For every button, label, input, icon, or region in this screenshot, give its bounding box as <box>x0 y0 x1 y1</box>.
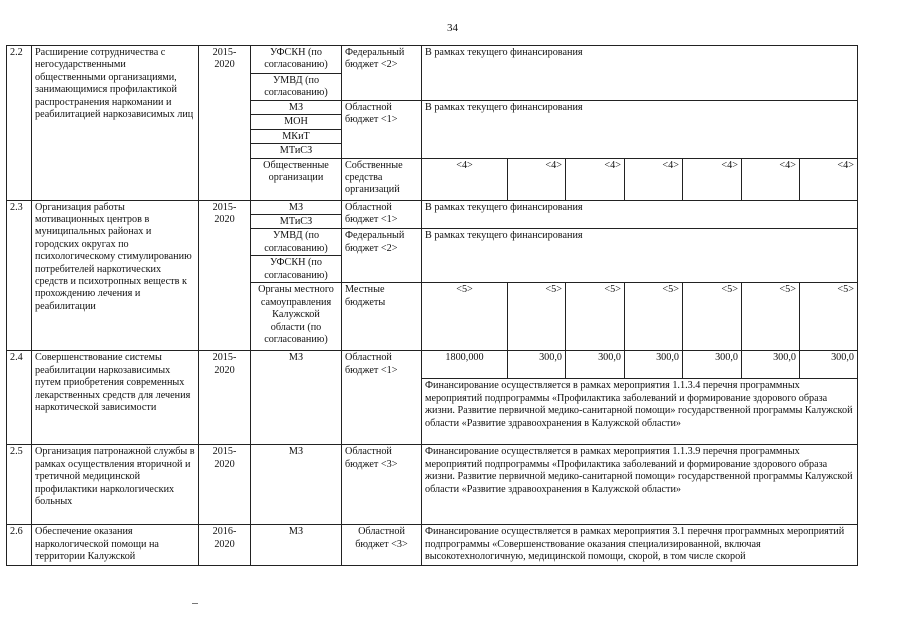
value-cell: <5> <box>742 283 800 351</box>
row-number: 2.4 <box>7 351 32 445</box>
funding-source: Областной бюджет <1> <box>342 200 422 229</box>
funding-note: В рамках текущего финансирования <box>422 46 858 101</box>
funding-source: Областной бюджет <1> <box>342 101 422 159</box>
value-cell: <4> <box>742 158 800 200</box>
funding-source: Областной бюджет <3> <box>342 445 422 525</box>
funding-source: Областной бюджет <3> <box>342 525 422 566</box>
measure-years: 2015- 2020 <box>199 351 251 445</box>
value-cell: <5> <box>683 283 742 351</box>
funding-note: Финансирование осуществляется в рамках мероприятия 3.1 перечня программных мероприятий подпрограммы «Совершенствование оказания специализированной, включая высокотехнологичную, медицинской помощи, скорой, в том числе скорой <box>422 525 858 566</box>
executor-cell: УФСКН (по согласованию) <box>251 46 342 74</box>
funding-source: Местные бюджеты <box>342 283 422 351</box>
table-row <box>7 200 858 214</box>
value-cell: <5> <box>508 283 566 351</box>
row-number: 2.3 <box>7 200 32 351</box>
measures-table <box>6 45 858 566</box>
measure-name: Совершенствование системы реабилитации наркозависимых путем приобретения современных лекарственных средств для лечения наркотической зависимости <box>32 351 199 445</box>
value-cell: <4> <box>422 158 508 200</box>
measure-name: Организация патронажной службы в рамках осуществления вторичной и третичной медицинской профилактики наркологических больных <box>32 445 199 525</box>
measure-years: 2015- 2020 <box>199 445 251 525</box>
funding-note: В рамках текущего финансирования <box>422 229 858 283</box>
value-cell: <4> <box>683 158 742 200</box>
funding-note: Финансирование осуществляется в рамках мероприятия 1.1.3.4 перечня программных мероприятий подпрограммы «Профилактика заболеваний и формирование здорового образа жизни. Развитие первичной медико-санитарной помощи» государственной программы Калужской области «Развитие здравоохранения в Калужской области» <box>422 379 858 445</box>
measure-years: 2015- 2020 <box>199 46 251 201</box>
funding-source: Федеральный бюджет <2> <box>342 46 422 101</box>
executor-cell: Общественные организации <box>251 158 342 200</box>
measure-name: Организация работы мотивационных центров в муниципальных районах и городских округах по психологическому стимулированию потребителей наркотических средств и психотропных веществ к прохождению лечения и реабилитации <box>32 200 199 351</box>
value-cell: 300,0 <box>508 351 566 379</box>
executor-cell: МЗ <box>251 445 342 525</box>
executor-cell: МОН <box>251 115 342 129</box>
funding-note: Финансирование осуществляется в рамках мероприятия 1.1.3.9 перечня программных мероприятий подпрограммы «Профилактика заболеваний и формирование здорового образа жизни. Развитие первичной медико-санитарной помощи» государственной программы Калужской области «Развитие здравоохранения в Калужской области» <box>422 445 858 525</box>
value-cell: 300,0 <box>742 351 800 379</box>
executor-cell: МЗ <box>251 200 342 214</box>
measure-name: Расширение сотрудничества с негосударственными общественными организациями, занимающимися профилактикой распространения наркомании и реабилитацией наркозависимых лиц <box>32 46 199 201</box>
value-cell: 300,0 <box>800 351 858 379</box>
scan-mark <box>192 603 198 604</box>
table-row <box>7 525 858 566</box>
executor-cell: УМВД (по согласованию) <box>251 74 342 101</box>
value-cell: <4> <box>566 158 625 200</box>
funding-source: Областной бюджет <1> <box>342 351 422 445</box>
value-cell: <4> <box>800 158 858 200</box>
table-row <box>7 351 858 379</box>
executor-cell: УФСКН (по согласованию) <box>251 256 342 283</box>
value-cell: <5> <box>422 283 508 351</box>
value-cell: 300,0 <box>566 351 625 379</box>
row-number: 2.6 <box>7 525 32 566</box>
measure-years: 2016- 2020 <box>199 525 251 566</box>
value-cell: <5> <box>625 283 683 351</box>
value-cell: 300,0 <box>683 351 742 379</box>
executor-cell: МЗ <box>251 351 342 445</box>
funding-note: В рамках текущего финансирования <box>422 200 858 229</box>
funding-source: Собственные средства организаций <box>342 158 422 200</box>
row-number: 2.2 <box>7 46 32 201</box>
executor-cell: МЗ <box>251 525 342 566</box>
measure-name: Обеспечение оказания наркологической помощи на территории Калужской <box>32 525 199 566</box>
value-cell: 300,0 <box>625 351 683 379</box>
executor-cell: МЗ <box>251 101 342 115</box>
measure-years: 2015- 2020 <box>199 200 251 351</box>
value-cell: <4> <box>508 158 566 200</box>
value-cell: <4> <box>625 158 683 200</box>
executor-cell: УМВД (по согласованию) <box>251 229 342 256</box>
row-number: 2.5 <box>7 445 32 525</box>
table-row <box>7 46 858 74</box>
funding-source: Федеральный бюджет <2> <box>342 229 422 283</box>
page-number: 34 <box>447 22 458 34</box>
value-cell: <5> <box>566 283 625 351</box>
value-cell: <5> <box>800 283 858 351</box>
executor-cell: МТиСЗ <box>251 144 342 158</box>
executor-cell: Органы местного самоуправления Калужской области (по согласованию) <box>251 283 342 351</box>
funding-note: В рамках текущего финансирования <box>422 101 858 159</box>
executor-cell: МКиТ <box>251 129 342 143</box>
table-row <box>7 445 858 525</box>
value-cell: 1800,000 <box>422 351 508 379</box>
executor-cell: МТиСЗ <box>251 215 342 229</box>
